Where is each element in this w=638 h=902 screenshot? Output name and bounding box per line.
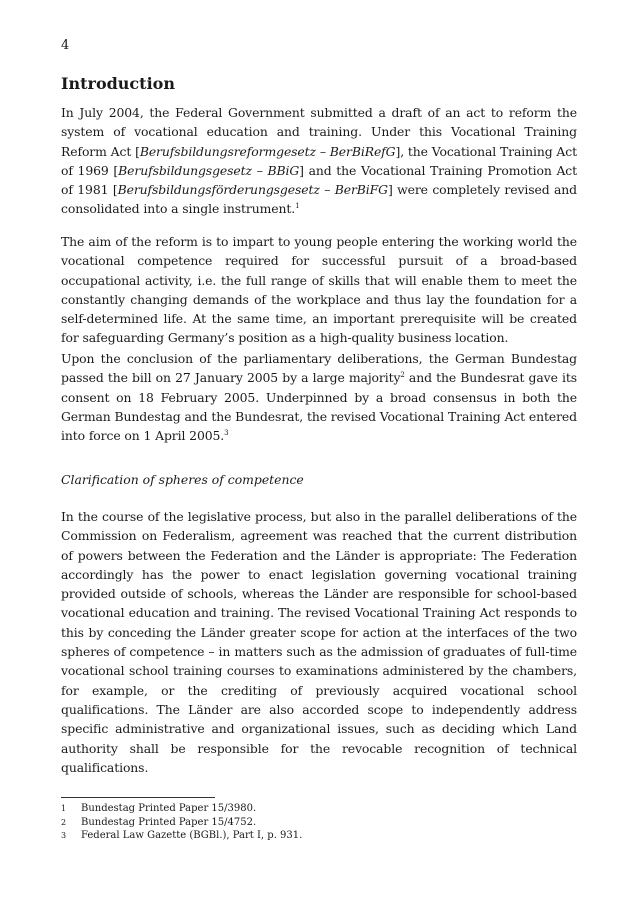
footnote-item [61, 802, 302, 816]
italic-term: Berufsbildungsreformgesetz – BerBiRefG [139, 143, 396, 159]
paragraph-competence: In the course of the legislative process, but also in the parallel deliberations of the Commission on Federalism, agreement was reached that the current distribution of powers between the Federation and the Länder is appropriate: The Federation accordingly has the power to enact legislation governing vocational training provided outside of schools, whereas the Länder are responsible for school-based vocational education and training. The revised Vocational Training Act responds to this by conceding the Länder greater scope for action at the interfaces of the two spheres of competence – in matters such as the admission of graduates of full-time vocational school training courses to examinations administered by the chambers, for example, or the crediting of previously acquired vocational school qualifications. The Länder are also accorded scope to independently address specific administrative and organizational issues, such as deciding which Land authority shall be responsible for the revocable recognition of technical qualifications. [61, 509, 577, 775]
paragraph-reform-aim: The aim of the reform is to impart to young people entering the working world the vocational competence required for successful pursuit of a broad-based occupational activity, i.e. the full range of skills that will enable them to meet the constantly changing demands of the workplace and thus lay the foundation for a self-determined life. At the same time, an important prerequisite will be created for safeguarding Germany’s position as a high-quality business location. [61, 234, 577, 346]
footnote-ref-3: 3 [224, 429, 229, 438]
paragraph-text: ] were completely revised and consolidated into a single instrument. [61, 182, 577, 217]
footnotes-list [61, 802, 302, 843]
footnote-text: Federal Law Gazette (BGBl.), Part I, p. 931. [81, 830, 303, 841]
paragraph-text: Upon the conclusion of the parliamentary deliberations, the German Bundestag passed the bill on 27 January 2005 by a large majority [61, 351, 577, 386]
paragraph-text: and the Bundesrat gave its consent on 18 February 2005. Underpinned by a broad consensus in both the German Bundestag and the Bundesrat, the revised Vocational Training Act entered into force on 1 April 2005. [61, 370, 577, 444]
footnote-divider [61, 797, 215, 798]
paragraph-parliament [61, 349, 577, 445]
footnote-item [61, 816, 302, 830]
footnote-number: 3 [61, 831, 67, 840]
italic-term: Berufsbildungsförderungsgesetz – BerBiFG [117, 182, 388, 198]
footnote-number: 1 [61, 804, 67, 813]
subheading: Clarification of spheres of competence [61, 472, 304, 487]
footnote-number: 2 [61, 817, 67, 827]
italic-term: Berufsbildungsgesetz – BBiG [118, 162, 300, 178]
paragraph-text: ], the Vocational Training Act of 1969 [ [61, 143, 577, 178]
footnote-text: Bundestag Printed Paper 15/4752. [81, 816, 257, 828]
paragraph-text: In July 2004, the Federal Government submitted a draft of an act to reform the system of vocational education and training. Under this Vocational Training Reform Act [ [61, 105, 577, 159]
footnote-ref-2: 2 [400, 371, 405, 380]
paragraph-text: ] and the Vocational Training Promotion Act of 1981 [ [61, 162, 578, 198]
page-number: 4 [61, 38, 70, 53]
section-title: Introduction [61, 74, 175, 93]
footnote-ref-1: 1 [295, 202, 300, 211]
paragraph-reform-act [61, 103, 577, 219]
footnote-text: Bundestag Printed Paper 15/3980. [81, 803, 257, 814]
footnote-item [61, 829, 302, 843]
